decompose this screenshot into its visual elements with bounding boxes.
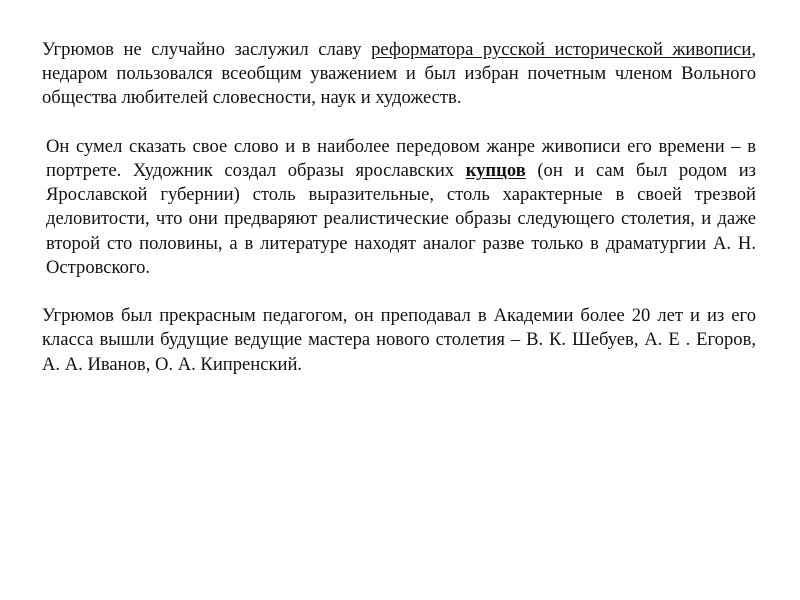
paragraph-portrait-text-end: (он и сам был родом из Ярославской губернии) столь выразительные, столь характерные в своей трезвой деловитости, что они предваряют реалистические образы следующего столетия, и даже второй сто половины, а в литературе находят аналог разве только в драматургии А. Н. Островского. — [46, 160, 756, 278]
paragraph-teacher: Угрюмов был прекрасным педагогом, он преподавал в Академии более 20 лет и из его класса вышли будущие ведущие мастера нового столетия – В. К. Шебуев, А. Е . Егоров, А. А. Иванов, О. А. Кипренский. — [42, 305, 756, 375]
paragraph-spacer — [42, 280, 756, 304]
link-history-painting-reformer[interactable]: реформатора русской исторической живописи — [371, 39, 752, 60]
link-merchants[interactable]: купцов — [465, 160, 526, 181]
paragraph-portrait — [42, 135, 756, 280]
paragraph-reformer — [42, 38, 756, 111]
paragraph-reformer-text-start: Угрюмов не случайно заслужил славу — [42, 39, 372, 60]
text-block — [42, 38, 756, 377]
paragraph-portrait-text-start: Он сумел сказать свое слово и в наиболее передовом жанре живописи его времени – в портрете. Художник создал образы ярославских — [46, 135, 756, 181]
paragraph-spacer — [42, 111, 756, 135]
paragraph-reformer-text-end: , недаром пользовался всеобщим уважением и был избран почетным членом Вольного общества любителей словесности, наук и художеств. — [42, 39, 757, 109]
